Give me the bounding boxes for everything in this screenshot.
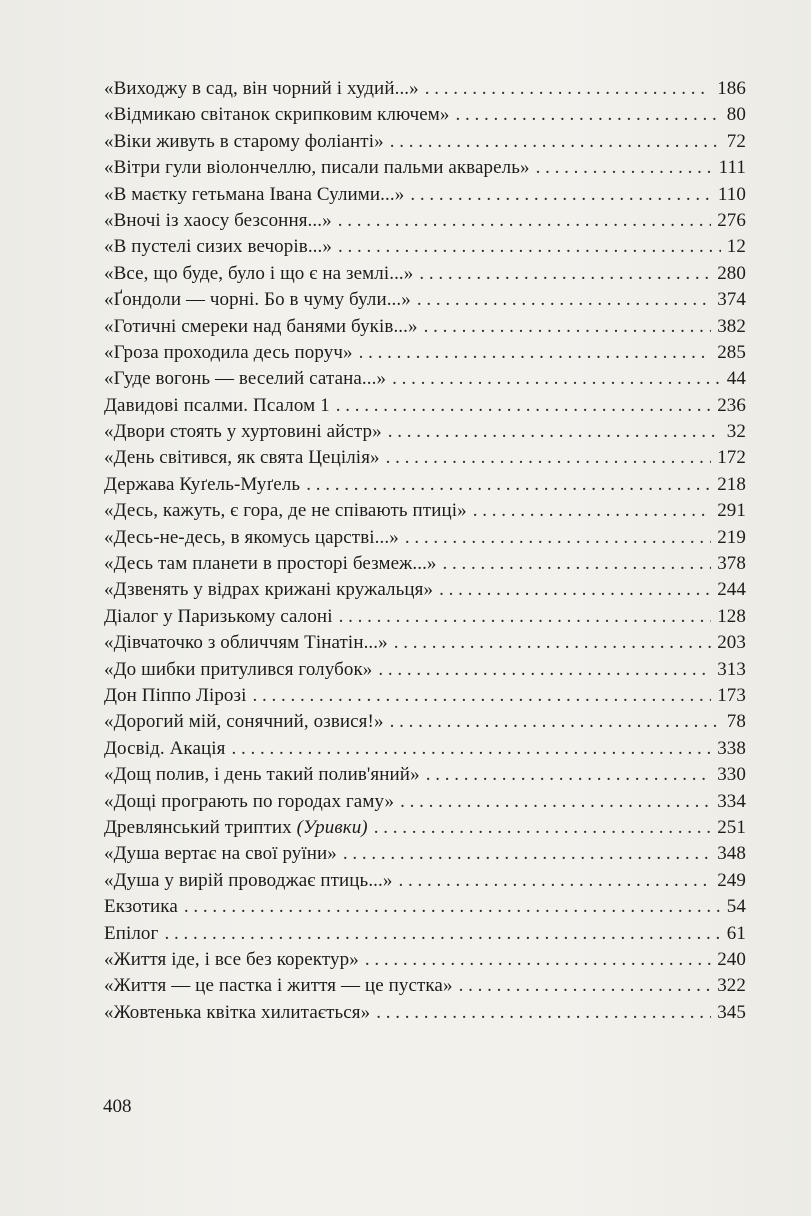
toc-entry	[104, 973, 746, 999]
toc-entry-page: 44	[726, 368, 746, 390]
toc-entry-title-text: «Життя іде, і все без коректур»	[104, 948, 359, 970]
toc-entry	[104, 683, 746, 709]
toc-entry-page: 313	[717, 658, 746, 680]
dot-leader	[386, 445, 712, 471]
toc-entry-page: 285	[717, 341, 746, 363]
toc-entry-title	[104, 973, 453, 999]
toc-entry-page: 322	[717, 975, 746, 997]
dot-leader	[410, 182, 712, 208]
toc-entry	[104, 525, 746, 551]
toc-entry	[104, 366, 746, 392]
toc-entry-title	[104, 155, 530, 181]
dot-leader	[536, 155, 713, 181]
toc-entry-page: 110	[717, 183, 746, 205]
dot-leader	[390, 709, 721, 735]
toc-entry-title	[104, 393, 330, 419]
toc-entry-title	[104, 261, 413, 287]
toc-entry-title-text: «Виходжу в сад, він чорний і худий...»	[104, 78, 419, 99]
dot-leader	[426, 762, 712, 788]
toc-entry-title-text: «Життя — це пастка і життя — це пустка»	[104, 975, 453, 997]
toc-entry-title-text: «Все, що буде, було і що є на землі...»	[104, 262, 414, 284]
toc-entry-title	[104, 498, 467, 524]
toc-entry-title-italic: (Уривки)	[296, 816, 368, 838]
toc-entry-title	[104, 366, 386, 392]
toc-entry-title	[104, 921, 158, 947]
dot-leader	[231, 736, 711, 762]
dot-leader	[417, 287, 711, 313]
toc-entry-title	[104, 314, 418, 340]
toc-entry-page: 32	[726, 421, 746, 443]
toc-entry	[104, 393, 746, 419]
dot-leader	[443, 551, 712, 577]
toc-entry-title	[104, 551, 437, 577]
toc-entry	[104, 921, 746, 947]
toc-entry-page: 80	[726, 104, 746, 126]
toc-entry-title	[104, 419, 382, 445]
toc-entry-title	[104, 736, 225, 762]
toc-entry-page: 244	[717, 579, 746, 601]
toc-entry-title	[104, 709, 384, 735]
toc-entry-title	[104, 947, 359, 973]
toc-entry-title-text: «Вітри гули віолончеллю, писали пальми акварель»	[104, 157, 530, 179]
dot-leader	[338, 208, 711, 234]
toc-entry-title-text: «Вночі із хаосу безсоння...»	[104, 209, 332, 231]
toc-entry-title	[104, 472, 300, 498]
toc-entry-page: 330	[717, 764, 746, 786]
toc-entry	[104, 498, 746, 524]
toc-entry	[104, 261, 746, 287]
toc-entry	[104, 868, 746, 894]
dot-leader	[338, 234, 721, 260]
toc-entry-title-text: «Ґондоли — чорні. Бо в чуму були...»	[104, 289, 411, 311]
toc-entry-page: 219	[717, 526, 746, 548]
toc-entry	[104, 762, 746, 788]
toc-entry-page: 12	[726, 236, 746, 258]
table-of-contents	[104, 76, 746, 1026]
toc-entry	[104, 208, 746, 234]
toc-entry-page: 334	[717, 790, 746, 812]
dot-leader	[374, 815, 711, 841]
toc-entry-title	[104, 789, 394, 815]
toc-entry	[104, 182, 746, 208]
toc-entry-page: 111	[718, 157, 746, 179]
toc-entry-page: 382	[717, 315, 746, 337]
dot-leader	[439, 577, 711, 603]
toc-entry	[104, 736, 746, 762]
toc-entry-title-text: «Відмикаю світанок скрипковим ключем»	[104, 104, 450, 126]
toc-entry	[104, 709, 746, 735]
dot-leader	[398, 868, 711, 894]
toc-entry-title	[104, 234, 332, 260]
toc-entry-title	[104, 525, 399, 551]
dot-leader	[456, 102, 721, 128]
toc-entry-title-text: Держава Куґель-Муґель	[104, 473, 301, 495]
dot-leader	[390, 129, 721, 155]
toc-entry-title-text: Древлянський триптих	[104, 816, 292, 838]
toc-entry	[104, 445, 746, 471]
toc-entry	[104, 789, 746, 815]
toc-entry-title	[104, 815, 368, 841]
toc-entry-page: 240	[717, 948, 746, 970]
toc-entry-title	[104, 604, 333, 630]
toc-entry-title-text: Епілог	[104, 922, 159, 944]
dot-leader	[459, 973, 712, 999]
toc-entry-title-text: «Десь, кажуть, є гора, де не співають птиці»	[104, 500, 467, 522]
toc-entry-page: 54	[726, 896, 746, 918]
dot-leader	[424, 314, 712, 340]
toc-entry-page: 128	[717, 605, 746, 627]
toc-entry-page: 72	[726, 130, 746, 152]
dot-leader	[405, 525, 711, 551]
toc-entry	[104, 472, 746, 498]
toc-entry	[104, 155, 746, 181]
toc-entry-page: 218	[717, 473, 746, 495]
toc-entry-page: 236	[717, 394, 746, 416]
toc-entry-title	[104, 683, 247, 709]
toc-entry	[104, 102, 746, 128]
toc-entry-title-text: «В маєтку гетьмана Івана Сулими...»	[104, 183, 405, 205]
toc-entry-title-text: «В пустелі сизих вечорів...»	[104, 236, 332, 258]
toc-entry-page: 338	[717, 737, 746, 759]
toc-entry	[104, 604, 746, 630]
toc-entry-page: 291	[717, 500, 746, 522]
toc-entry-title	[104, 630, 388, 656]
toc-entry-page: 203	[717, 632, 746, 654]
toc-entry-title-text: «Душа вертає на свої руїни»	[104, 843, 337, 865]
toc-entry-title	[104, 445, 380, 471]
toc-entry-page: 78	[726, 711, 746, 733]
toc-entry-title-text: Дон Піппо Лірозі	[104, 684, 247, 706]
toc-entry-title	[104, 102, 450, 128]
dot-leader	[339, 604, 712, 630]
toc-entry	[104, 551, 746, 577]
dot-leader	[376, 1000, 711, 1026]
toc-entry	[104, 234, 746, 260]
toc-entry-title-text: «Двори стоять у хуртовині айстр»	[104, 421, 382, 443]
toc-entry-title-text: Екзотика	[104, 896, 178, 918]
toc-entry	[104, 841, 746, 867]
toc-entry	[104, 76, 746, 102]
toc-entry-title-text: «День світився, як свята Цецілія»	[104, 447, 380, 469]
toc-entry	[104, 419, 746, 445]
toc-entry	[104, 947, 746, 973]
toc-entry-title	[104, 182, 404, 208]
toc-entry-title-text: «Десь-не-десь, в якомусь царстві...»	[104, 526, 399, 548]
dot-leader	[392, 366, 721, 392]
toc-entry-page: 345	[717, 1001, 746, 1023]
toc-entry	[104, 340, 746, 366]
toc-entry	[104, 1000, 746, 1026]
toc-entry-title	[104, 287, 411, 313]
toc-entry-title	[104, 762, 420, 788]
toc-entry-title-text: Досвід. Акація	[104, 737, 226, 759]
dot-leader	[388, 419, 721, 445]
toc-entry-title-text: «До шибки притулився голубок»	[104, 658, 373, 680]
toc-entry	[104, 314, 746, 340]
toc-entry-title-text: «Дорогий мій, сонячний, озвися!»	[104, 711, 384, 733]
dot-leader	[306, 472, 711, 498]
toc-entry-title	[104, 129, 384, 155]
dot-leader	[425, 76, 711, 102]
toc-entry	[104, 815, 746, 841]
dot-leader	[336, 393, 712, 419]
toc-entry-title	[104, 1000, 370, 1026]
toc-entry-page: 251	[717, 816, 746, 838]
toc-entry	[104, 894, 746, 920]
toc-entry-page: 172	[717, 447, 746, 469]
dot-leader	[359, 340, 712, 366]
toc-entry-page: 374	[717, 289, 746, 311]
toc-entry-title-text: «Гроза проходила десь поруч»	[104, 341, 353, 363]
dot-leader	[365, 947, 711, 973]
dot-leader	[164, 921, 720, 947]
toc-entry-title-text: «Душа у вирій проводжає птиць...»	[104, 869, 393, 891]
toc-entry-page: 249	[717, 869, 746, 891]
toc-entry-page: 280	[717, 262, 746, 284]
toc-entry-page: 348	[717, 843, 746, 865]
dot-leader	[253, 683, 712, 709]
dot-leader	[378, 657, 711, 683]
toc-entry-title	[104, 841, 337, 867]
dot-leader	[473, 498, 711, 524]
toc-entry-title	[104, 76, 419, 102]
toc-entry	[104, 657, 746, 683]
toc-entry	[104, 287, 746, 313]
toc-entry	[104, 577, 746, 603]
toc-entry-title-text: «Десь там планети в просторі безмеж...»	[104, 553, 437, 575]
toc-entry-title	[104, 340, 353, 366]
toc-entry-page: 378	[717, 553, 746, 575]
toc-entry-title-text: Давидові псалми. Псалом 1	[104, 394, 330, 416]
toc-entry-title-text: «Віки живуть в старому фоліанті»	[104, 130, 384, 152]
page-number: 408	[103, 1096, 132, 1117]
toc-entry-page: 186	[717, 78, 746, 99]
dot-leader	[184, 894, 721, 920]
dot-leader	[419, 261, 711, 287]
toc-entry-title	[104, 657, 372, 683]
dot-leader	[343, 841, 711, 867]
toc-entry-title	[104, 894, 178, 920]
toc-entry-page: 173	[717, 684, 746, 706]
toc-entry-title-text: «Гуде вогонь — веселий сатана...»	[104, 368, 387, 390]
toc-entry-title-text: «Дівчаточко з обличчям Тінатін...»	[104, 632, 388, 654]
toc-entry-title	[104, 577, 433, 603]
toc-entry-title	[104, 208, 332, 234]
toc-entry-title-text: «Готичні смереки над банями буків...»	[104, 315, 418, 337]
toc-entry-title-text: «Жовтенька квітка хилитається»	[104, 1001, 371, 1023]
toc-entry	[104, 630, 746, 656]
toc-entry-title-text: Діалог у Паризькому салоні	[104, 605, 333, 627]
toc-entry-title-text: «Дощі програють по городах гаму»	[104, 790, 395, 812]
toc-entry-page: 61	[726, 922, 746, 944]
toc-entry-title-text: «Дощ полив, і день такий полив'яний»	[104, 764, 420, 786]
dot-leader	[394, 630, 711, 656]
dot-leader	[400, 789, 711, 815]
toc-entry-page: 276	[717, 209, 746, 231]
toc-entry-title	[104, 868, 392, 894]
toc-entry-title-text: «Дзвенять у відрах крижані кружальця»	[104, 579, 434, 601]
toc-entry	[104, 129, 746, 155]
